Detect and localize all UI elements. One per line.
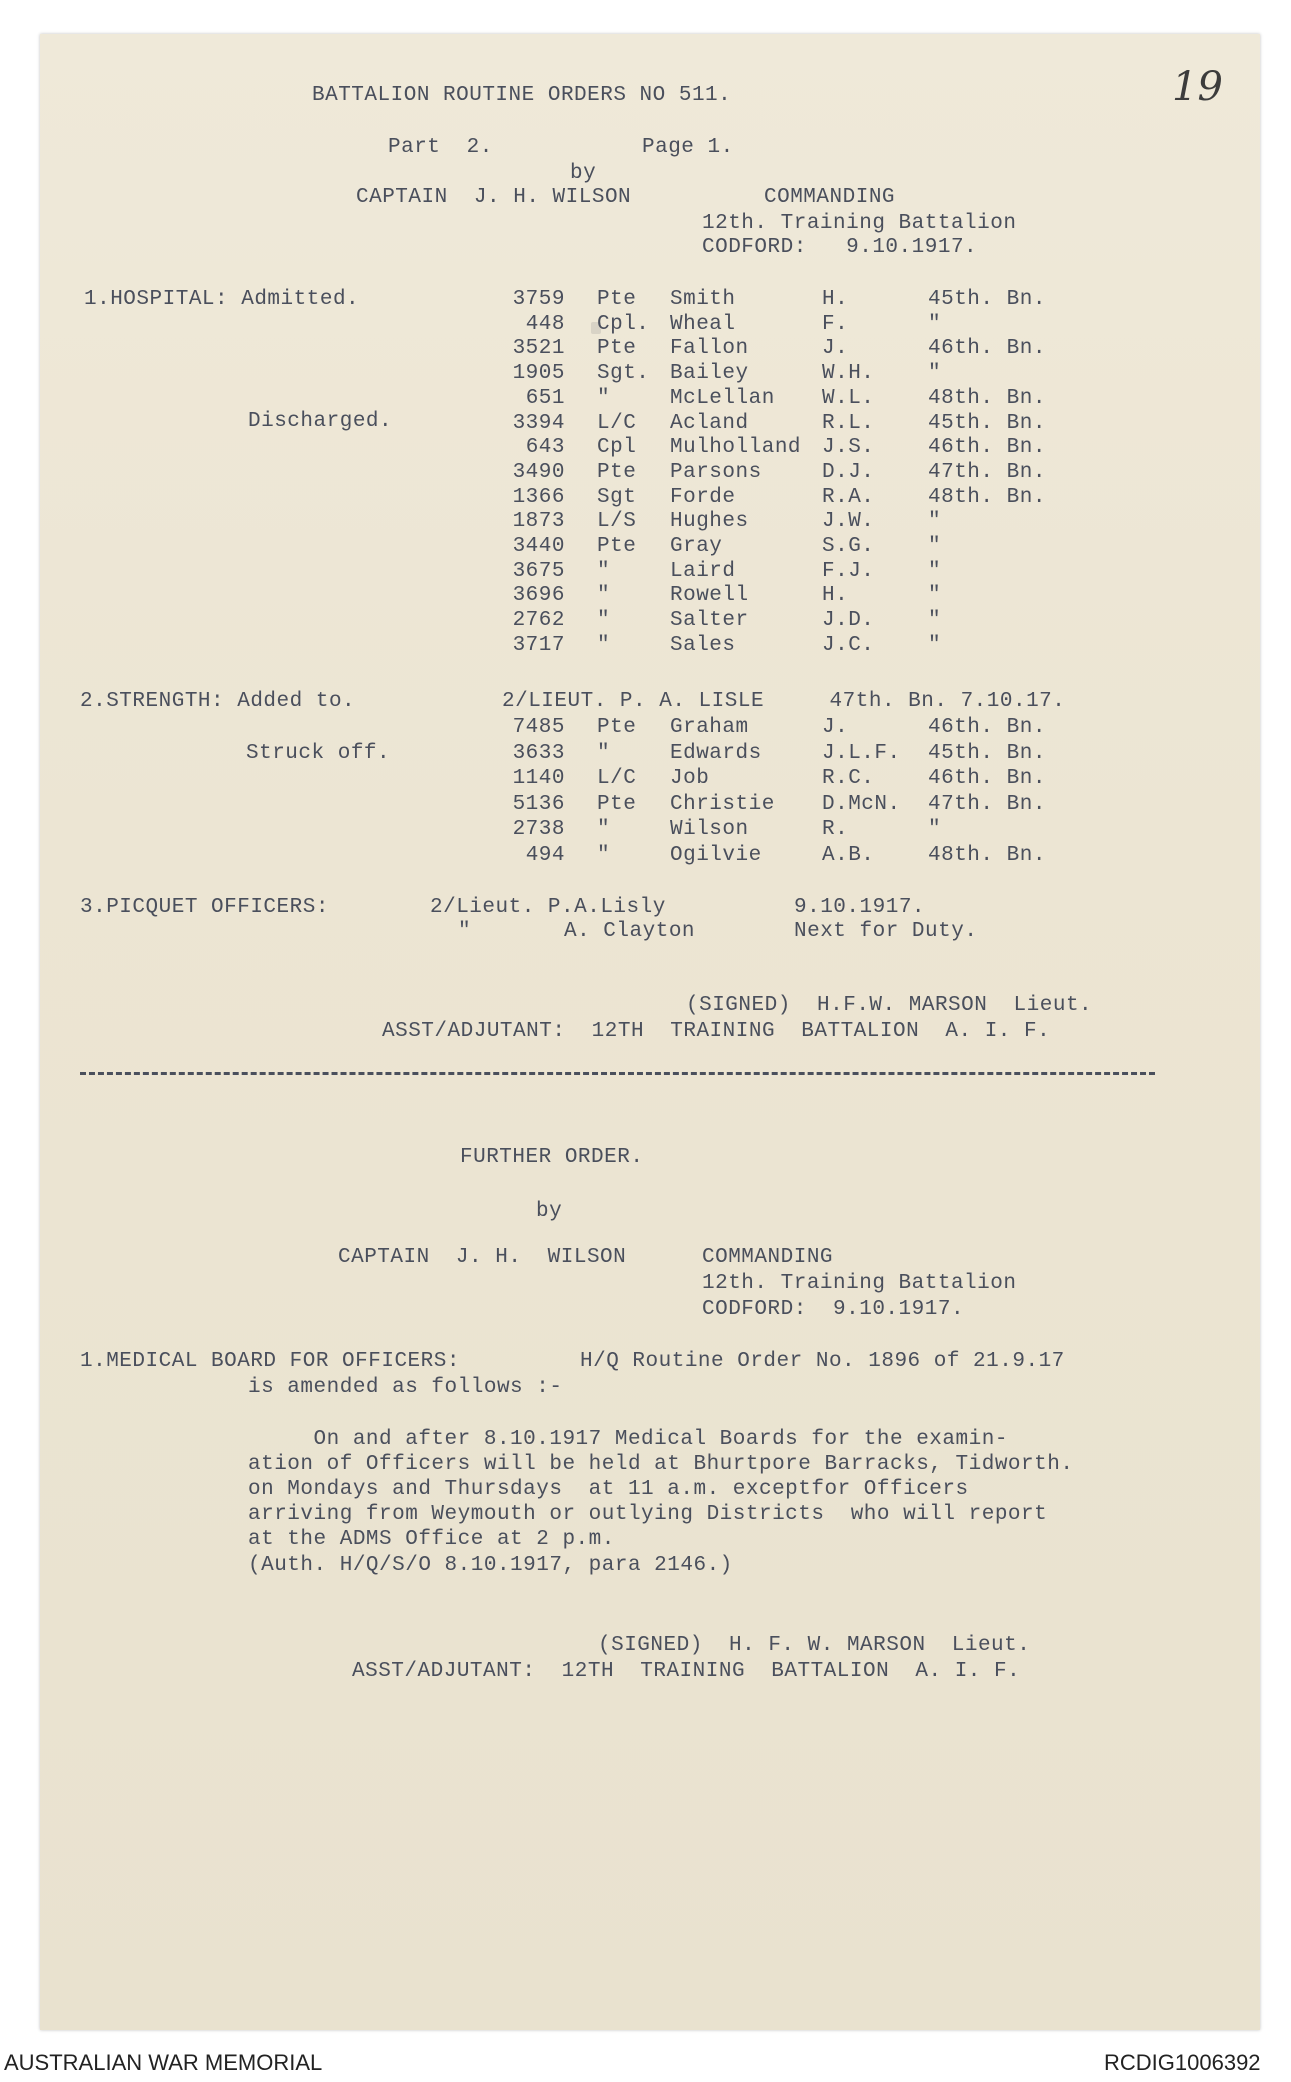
strength-bn: 46th. Bn. bbox=[928, 767, 1046, 791]
further-captain-name: CAPTAIN J. H. WILSON bbox=[338, 1246, 627, 1269]
hospital-no: 2762 bbox=[512, 609, 565, 633]
hospital-rank: Sgt. bbox=[597, 362, 650, 386]
picquet-ditto: " bbox=[458, 920, 472, 943]
hospital-name: Laird bbox=[670, 559, 736, 583]
strength-init: A.B. bbox=[822, 844, 875, 867]
hospital-no: 3696 bbox=[512, 584, 565, 608]
hospital-bn: " bbox=[928, 510, 942, 534]
hospital-rank: Sgt bbox=[597, 485, 637, 509]
hospital-init: F.J. bbox=[822, 559, 875, 583]
hospital-rank: Pte bbox=[597, 535, 637, 558]
hospital-no: 651 bbox=[525, 386, 565, 410]
strength-init: R. bbox=[822, 818, 849, 842]
further-commanding-label: COMMANDING bbox=[702, 1246, 834, 1269]
adjutant-line-2: ASST/ADJUTANT: 12TH TRAINING BATTALION A. I. F. bbox=[352, 1660, 1021, 1683]
para-line-2: ation of Officers will be held at Bhurtpore Barracks, Tidworth. bbox=[248, 1453, 1074, 1476]
hospital-bn: " bbox=[928, 535, 942, 558]
hospital-no: 1873 bbox=[512, 510, 565, 534]
hospital-init: W.H. bbox=[822, 362, 875, 386]
medical-board-section-label: 1.MEDICAL BOARD FOR OFFICERS: bbox=[80, 1350, 460, 1373]
folio-number: 19 bbox=[1172, 64, 1223, 110]
hospital-name: Mulholland bbox=[670, 436, 802, 460]
order-title: BATTALION ROUTINE ORDERS NO 511. bbox=[312, 84, 732, 107]
strength-init: J.L.F. bbox=[822, 741, 901, 765]
hospital-init: J. bbox=[822, 337, 849, 361]
strength-bn: 48th. Bn. bbox=[928, 844, 1046, 867]
hospital-name: Forde bbox=[670, 485, 736, 509]
hospital-no: 3759 bbox=[512, 288, 565, 311]
signature-line-2: (SIGNED) H. F. W. MARSON Lieut. bbox=[598, 1634, 1031, 1657]
hospital-bn: 47th. Bn. bbox=[928, 460, 1046, 484]
strength-no: 2738 bbox=[512, 818, 565, 842]
hospital-init: R.L. bbox=[822, 411, 875, 435]
strength-rank: Pte bbox=[597, 716, 637, 739]
struck-off-label: Struck off. bbox=[246, 742, 391, 765]
picquet-officer-2: A. Clayton bbox=[564, 920, 696, 943]
strength-no: 1140 bbox=[512, 767, 565, 791]
hospital-bn: 45th. Bn. bbox=[928, 411, 1046, 435]
routine-order-ref: H/Q Routine Order No. 1896 of 21.9.17 bbox=[580, 1350, 1065, 1373]
picquet-section-label: 3.PICQUET OFFICERS: bbox=[80, 896, 329, 919]
hospital-bn: " bbox=[928, 609, 942, 633]
strength-rank: L/C bbox=[597, 767, 637, 791]
hospital-rank: " bbox=[597, 386, 611, 410]
hospital-bn: 48th. Bn. bbox=[928, 386, 1046, 410]
hospital-bn: " bbox=[928, 362, 942, 386]
hospital-init: J.W. bbox=[822, 510, 875, 534]
hospital-name: Salter bbox=[670, 609, 749, 633]
hospital-init: S.G. bbox=[822, 535, 875, 558]
strength-name: Graham bbox=[670, 716, 749, 739]
hospital-init: J.S. bbox=[822, 436, 875, 460]
part-label: Part 2. bbox=[388, 136, 493, 159]
strength-name: Job bbox=[670, 767, 710, 791]
further-order-title: FURTHER ORDER. bbox=[460, 1146, 644, 1169]
hospital-bn: 48th. Bn. bbox=[928, 485, 1046, 509]
strength-no: 3633 bbox=[512, 741, 565, 765]
strength-no: 7485 bbox=[512, 716, 565, 739]
hospital-init: J.D. bbox=[822, 609, 875, 633]
strength-init: J. bbox=[822, 716, 849, 739]
hospital-init: J.C. bbox=[822, 633, 875, 657]
hospital-init: R.A. bbox=[822, 485, 875, 509]
archive-id: RCDIG1006392 bbox=[1104, 2050, 1261, 2075]
hospital-rank: L/S bbox=[597, 510, 637, 534]
place-date: CODFORD: 9.10.1917. bbox=[702, 236, 978, 259]
hospital-no: 643 bbox=[525, 436, 565, 460]
strength-init: D.McN. bbox=[822, 792, 901, 816]
amended-line: is amended as follows :- bbox=[248, 1376, 563, 1399]
picquet-date: 9.10.1917. bbox=[794, 896, 926, 919]
picquet-officer-1: 2/Lieut. P.A.Lisly bbox=[430, 896, 666, 919]
hospital-init: H. bbox=[822, 288, 849, 311]
hospital-rank: Pte bbox=[597, 288, 637, 311]
hospital-no: 1366 bbox=[512, 485, 565, 509]
strength-name: Wilson bbox=[670, 818, 749, 842]
hospital-name: McLellan bbox=[670, 386, 775, 410]
hospital-rank: L/C bbox=[597, 411, 637, 435]
hospital-init: D.J. bbox=[822, 460, 875, 484]
hospital-no: 3490 bbox=[512, 460, 565, 484]
hospital-no: 3521 bbox=[512, 337, 565, 361]
hospital-name: Bailey bbox=[670, 362, 749, 386]
hospital-no: 3394 bbox=[512, 411, 565, 435]
strength-no: 5136 bbox=[512, 792, 565, 816]
para-line-5: at the ADMS Office at 2 p.m. bbox=[248, 1528, 615, 1551]
hospital-no: 3440 bbox=[512, 535, 565, 558]
hospital-name: Fallon bbox=[670, 337, 749, 361]
strength-section-label: 2.STRENGTH: Added to. bbox=[80, 690, 356, 713]
para-line-6: (Auth. H/Q/S/O 8.10.1917, para 2146.) bbox=[248, 1554, 733, 1577]
strength-name: Ogilvie bbox=[670, 844, 762, 867]
strength-bn: 45th. Bn. bbox=[928, 741, 1046, 765]
hospital-rank: Pte bbox=[597, 337, 637, 361]
strength-rank: " bbox=[597, 818, 611, 842]
hospital-name: Acland bbox=[670, 411, 749, 435]
hospital-name: Parsons bbox=[670, 460, 762, 484]
hospital-init: F. bbox=[822, 312, 849, 336]
hospital-rank: Cpl bbox=[597, 436, 637, 460]
strength-bn: 46th. Bn. bbox=[928, 716, 1046, 739]
hospital-rank: " bbox=[597, 559, 611, 583]
captain-name: CAPTAIN J. H. WILSON bbox=[356, 186, 632, 209]
further-unit-name: 12th. Training Battalion bbox=[702, 1272, 1017, 1295]
strength-rank: Pte bbox=[597, 792, 637, 816]
hospital-section-label: 1.HOSPITAL: Admitted. bbox=[84, 288, 360, 311]
strength-rank: " bbox=[597, 741, 611, 765]
hospital-bn: " bbox=[928, 633, 942, 657]
hospital-rank: " bbox=[597, 609, 611, 633]
hospital-no: 1905 bbox=[512, 362, 565, 386]
hospital-bn: " bbox=[928, 312, 942, 336]
discharged-label: Discharged. bbox=[248, 410, 393, 433]
hospital-no: 448 bbox=[525, 312, 565, 336]
further-by-label: by bbox=[536, 1200, 563, 1223]
hospital-rank: " bbox=[597, 633, 611, 657]
archive-credit: AUSTRALIAN WAR MEMORIAL bbox=[4, 2050, 323, 2075]
strength-name: Christie bbox=[670, 792, 775, 816]
page-label: Page 1. bbox=[642, 136, 734, 159]
hospital-bn: 46th. Bn. bbox=[928, 337, 1046, 361]
hospital-name: Hughes bbox=[670, 510, 749, 534]
hospital-name: Smith bbox=[670, 288, 736, 311]
hospital-no: 3675 bbox=[512, 559, 565, 583]
strength-no: 494 bbox=[525, 844, 565, 867]
hospital-init: W.L. bbox=[822, 386, 875, 410]
para-line-1: On and after 8.10.1917 Medical Boards for the examin- bbox=[248, 1428, 1008, 1451]
strength-bn: 47th. Bn. bbox=[928, 792, 1046, 816]
para-line-3: on Mondays and Thursdays at 11 a.m. exceptfor Officers bbox=[248, 1478, 969, 1501]
strength-rank: " bbox=[597, 844, 611, 867]
added-officer: 2/LIEUT. P. A. LISLE 47th. Bn. 7.10.17. bbox=[502, 690, 1066, 713]
para-line-4: arriving from Weymouth or outlying Districts who will report bbox=[248, 1503, 1048, 1526]
strength-name: Edwards bbox=[670, 741, 762, 765]
hospital-bn: 45th. Bn. bbox=[928, 288, 1046, 311]
picquet-note: Next for Duty. bbox=[794, 920, 978, 943]
hospital-name: Rowell bbox=[670, 584, 749, 608]
hospital-rank: Cpl. bbox=[597, 312, 650, 336]
hospital-no: 3717 bbox=[512, 633, 565, 657]
commanding-label: COMMANDING bbox=[764, 186, 896, 209]
hospital-bn: " bbox=[928, 559, 942, 583]
hospital-init: H. bbox=[822, 584, 849, 608]
adjutant-line: ASST/ADJUTANT: 12TH TRAINING BATTALION A. I. F. bbox=[382, 1020, 1051, 1043]
unit-name: 12th. Training Battalion bbox=[702, 212, 1017, 235]
hospital-rank: " bbox=[597, 584, 611, 608]
signature-line: (SIGNED) H.F.W. MARSON Lieut. bbox=[686, 994, 1093, 1017]
hospital-bn: 46th. Bn. bbox=[928, 436, 1046, 460]
separator-rule bbox=[80, 1072, 1155, 1075]
hospital-name: Sales bbox=[670, 633, 736, 657]
by-label: by bbox=[570, 162, 597, 185]
hospital-rank: Pte bbox=[597, 460, 637, 484]
strength-bn: " bbox=[928, 818, 942, 842]
hospital-name: Gray bbox=[670, 535, 723, 558]
strength-init: R.C. bbox=[822, 767, 875, 791]
hospital-name: Wheal bbox=[670, 312, 736, 336]
further-place-date: CODFORD: 9.10.1917. bbox=[702, 1298, 965, 1321]
hospital-bn: " bbox=[928, 584, 942, 608]
